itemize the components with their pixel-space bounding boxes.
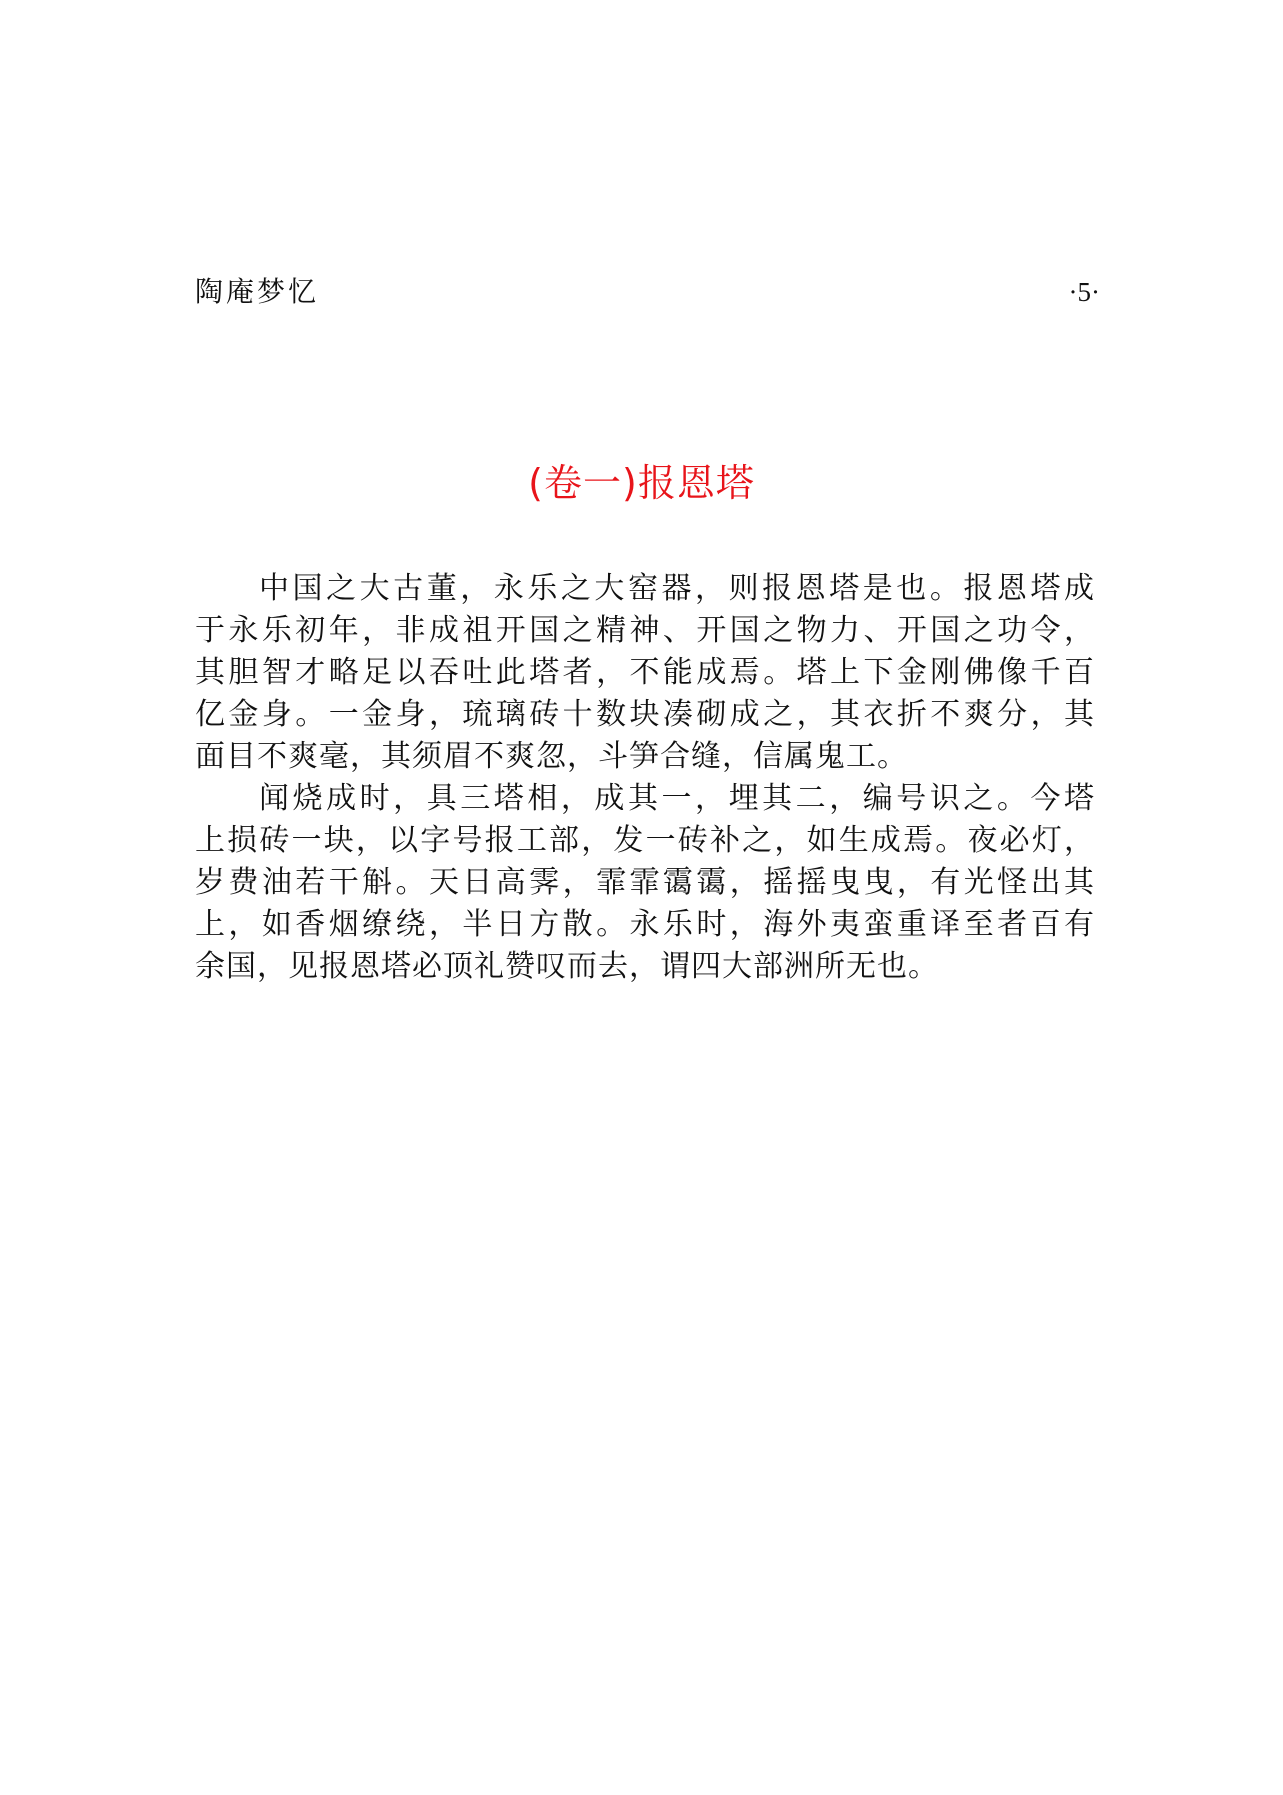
text-line: 岁费油若干斛。天日高霁，霏霏霭霭，摇摇曳曳，有光怪出其 [195,865,1095,900]
book-title: 陶庵梦忆 [195,275,320,308]
text-line: 中国之大古董，永乐之大窑器，则报恩塔是也。报恩塔成 [259,571,1095,606]
text-line: 亿金身。一金身，琉璃砖十数块凑砌成之，其衣折不爽分，其 [195,697,1095,732]
running-header [195,272,1100,312]
chapter-title: (卷一)报恩塔 [528,461,755,505]
text-line: 上，如香烟缭绕，半日方散。永乐时，海外夷蛮重译至者百有 [195,907,1095,942]
text-line: 上损砖一块，以字号报工部，发一砖补之，如生成焉。夜必灯， [195,823,1095,858]
paragraph [195,778,1095,988]
text-line: 于永乐初年，非成祖开国之精神、开国之物力、开国之功令， [195,613,1095,648]
page-number: ·5· [1068,277,1100,307]
paragraph [195,568,1095,778]
text-line: 余国，见报恩塔必顶礼赞叹而去，谓四大部洲所无也。 [195,949,939,984]
text-line: 其胆智才略足以吞吐此塔者，不能成焉。塔上下金刚佛像千百 [195,655,1095,690]
body-text [195,568,1095,988]
text-line: 面目不爽毫，其须眉不爽忽，斗笋合缝，信属鬼工。 [195,739,908,774]
text-line: 闻烧成时，具三塔相，成其一，埋其二，编号识之。今塔 [259,781,1095,816]
